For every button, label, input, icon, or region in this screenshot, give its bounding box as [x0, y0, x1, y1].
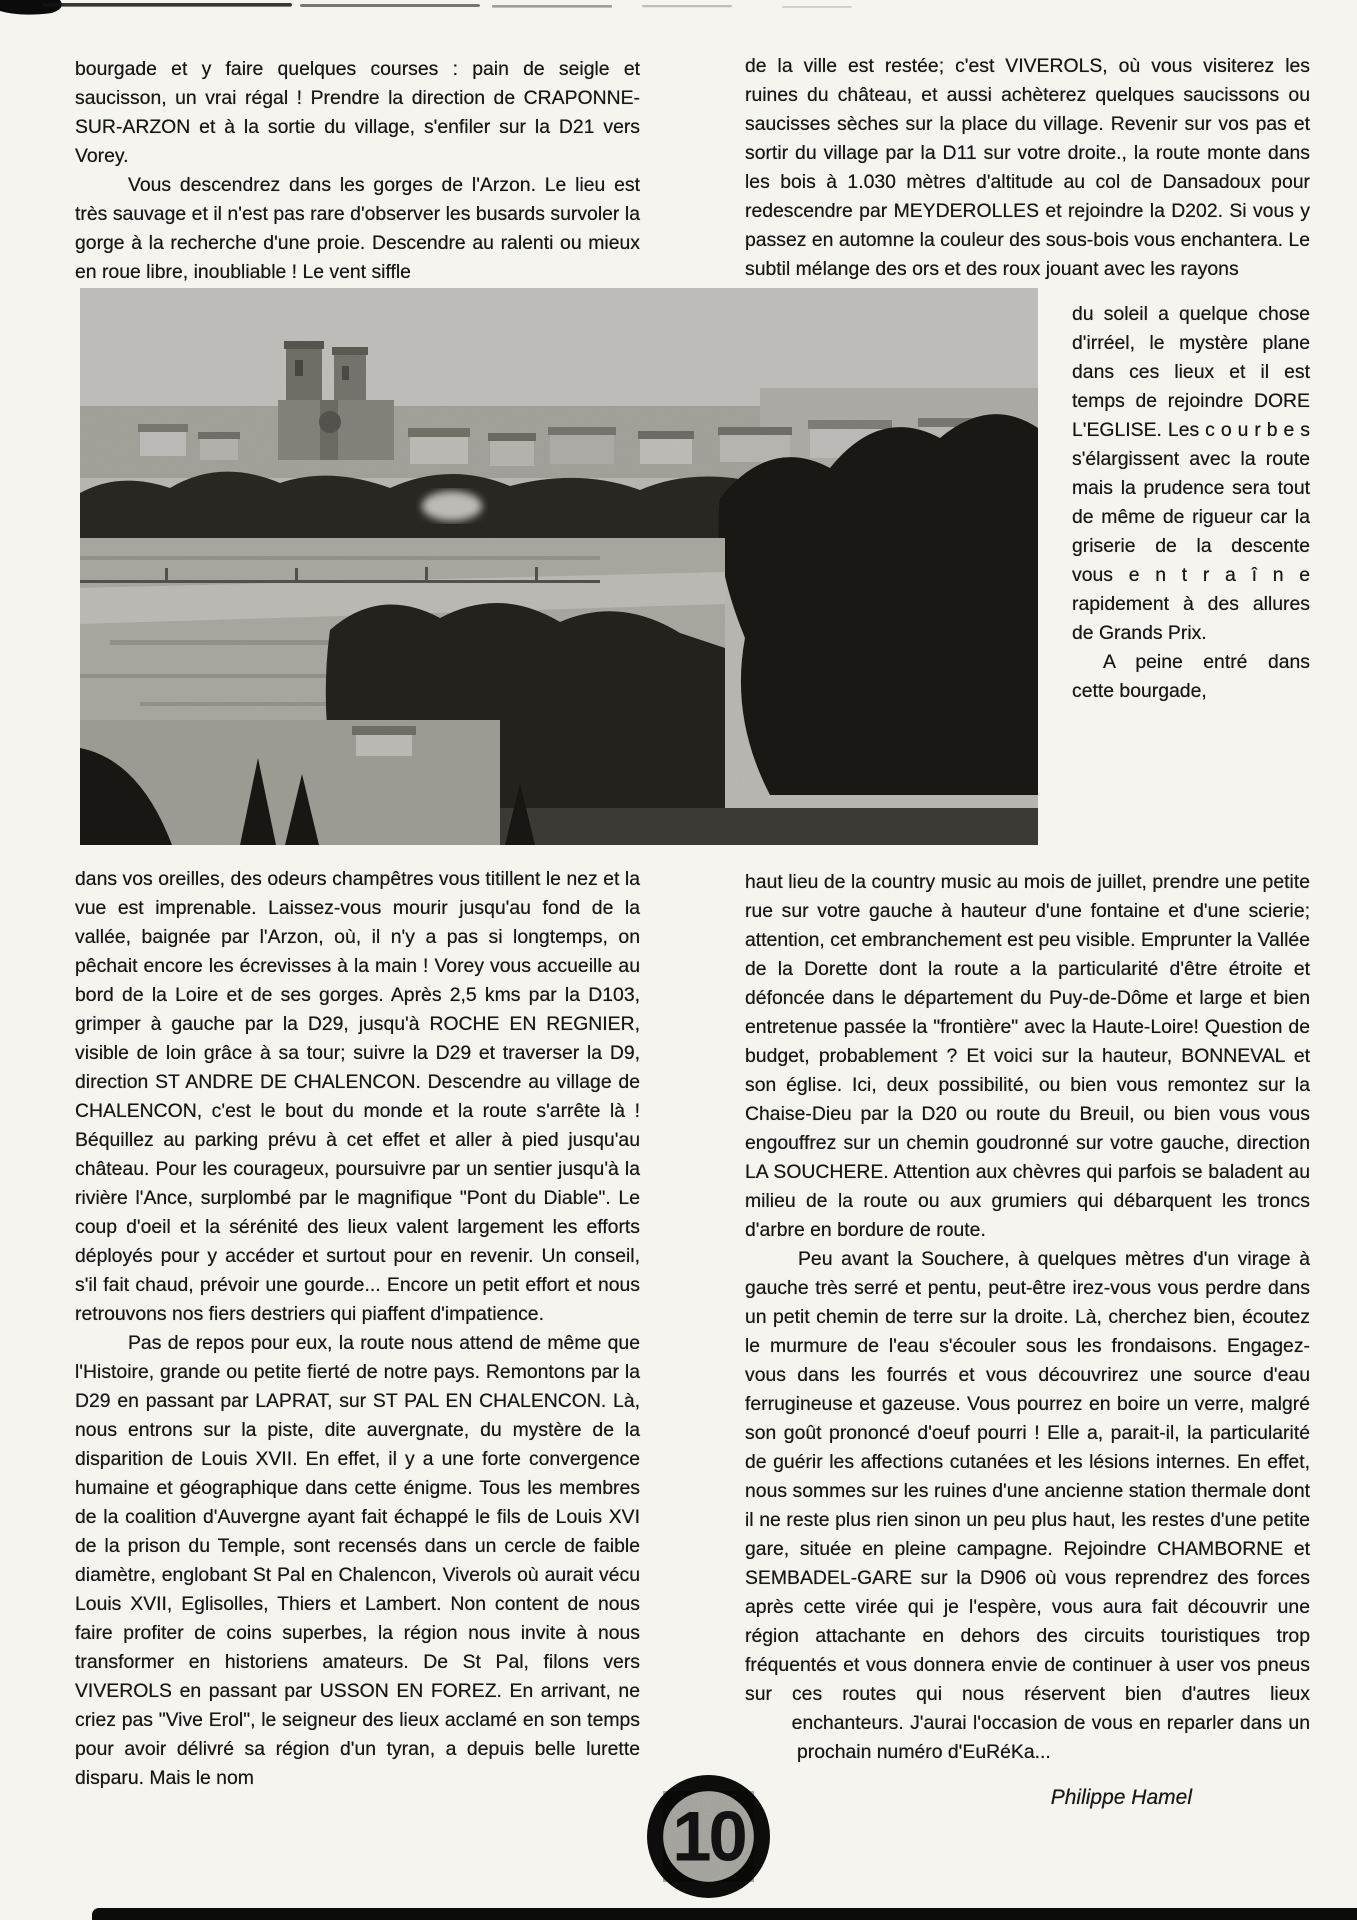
page-number-badge [645, 1773, 772, 1900]
right-column-top [745, 52, 1310, 284]
paragraph: du soleil a quelque chose d'irréel, le mystère plane dans ces lieux et il est temps de rejoindre DORE L'EGLISE. Les c o u r b e s s'élargissent avec la route mais la prudence sera tout de même de rigueur car la griserie de la descente vous e n t r a î n e rapidement à des allures de Grands Prix. [1072, 303, 1310, 644]
paragraph: haut lieu de la country music au mois de juillet, prendre une petite rue sur votre gauche à hauteur d'une fontaine et d'une scierie; attention, cet embranchement est peu visible. Emprunter la Vallée de la Dorette dont la route a la particularité d'être étroite et défoncée dans le département du Puy-de-Dôme et large et bien entretenue passée la "frontière" avec la Haute-Loire! Question de budget, probablement ? Et voici sur la hauteur, BONNEVAL et son église. Ici, deux possibilité, ou bien vous remontez sur la Chaise-Dieu par la D20 ou route du Breuil, ou bien vous vous engouffrez sur un chemin goudronné sur votre gauche, direction LA SOUCHERE. Attention aux chèvres qui parfois se baladent au milieu de la route ou aux grumiers qui débarquent les troncs d'arbre en bordure de route. [745, 871, 1310, 1241]
paragraph: bourgade et y faire quelques courses : pain de seigle et saucisson, un vrai régal ! Prendre la direction de CRAPONNE-SUR-ARZON et à la sortie du village, s'enfiler sur la D21 vers Vorey. [75, 58, 640, 167]
grain-overlay [80, 288, 1038, 845]
paragraph: dans vos oreilles, des odeurs champêtres vous titillent le nez et la vue est imprenable. Laissez-vous mourir jusqu'au fond de la vallée, baignée par l'Arzon, où, il n'y a pas si longtemps, on pêchait encore les écrevisses à la main ! Vorey vous accueille au bord de la Loire et de ses gorges. Après 2,5 kms par la D103, grimper à gauche par la D29, jusqu'à ROCHE EN REGNIER, visible de loin grâce à sa tour; suivre la D29 et traverser la D9, direction ST ANDRE DE CHALENCON. Descendre au village de CHALENCON, c'est le bout du monde et la route s'arrête là ! Béquillez au parking prévu à cet effet et aller à pied jusqu'au château. Pour les courageux, poursuivre par un sentier jusqu'à la rivière l'Ance, surplombé par le magnifique "Pont du Diable". Le coup d'oeil et la sérénité des lieux valent largement les efforts déployés pour y accéder et surtout pour en revenir. Un conseil, s'il fait chaud, prévoir une gourde... Encore un petit effort et nous retrouvons nos fiers destriers qui piaffent d'impatience. [75, 868, 640, 1325]
bottom-scan-artifact [92, 1908, 1357, 1920]
paragraph: Vous descendrez dans les gorges de l'Arzon. Le lieu est très sauvage et il n'est pas rare d'observer les busards survoler la gorge à la recherche d'une proie. Descendre au ralenti ou mieux en roue libre, inoubliable ! Le vent siffle [75, 174, 640, 283]
paragraph: A peine entré dans cette bourgade, [1072, 651, 1310, 702]
top-scan-artifact [0, 0, 940, 18]
paragraph: de la ville est restée; c'est VIVEROLS, où vous visiterez les ruines du château, et aussi achèterez quelques saucissons ou saucisses sèches sur la place du village. Revenir sur vos pas et sortir du village par la D11 sur votre droite., la route monte dans les bois à 1.030 mètres d'altitude au col de Dansadoux pour redescendre par MEYDEROLLES et rejoindre la D202. Si vous y passez en automne la couleur des sous-bois vous enchantera. Le subtil mélange des ors et des roux jouant avec les rayons [745, 55, 1310, 280]
page-number: 10 [672, 1796, 745, 1876]
paragraph: Pas de repos pour eux, la route nous attend de même que l'Histoire, grande ou petite fierté de notre pays. Remontons par la D29 en passant par LAPRAT, sur ST PAL EN CHALENCON. Là, nous entrons sur la piste, dite auvergnate, du mystère de la disparition de Louis XVII. En effet, il y a une forte convergence humaine et géographique dans cette énigme. Tous les membres de la coalition d'Auvergne ayant fait échappé le fils de Louis XVI de la prison du Temple, sont recensés dans un cercle de faible diamètre, englobant St Pal en Chalencon, Viverols où aurait vécu Louis XVII, Eglisolles, Thiers et Lambert. Non content de nous faire profiter de coins superbes, la région nous invite à nous transformer en historiens amateurs. De St Pal, filons vers VIVEROLS en passant par USSON EN FOREZ. En arrivant, ne criez pas "Vive Erol", le seigneur des lieux acclamé en son temps pour avoir délivré sa région d'un tyran, a depuis belle lurette disparu. Mais le nom [75, 1332, 640, 1789]
byline: Philippe Hamel [1050, 1786, 1192, 1809]
village-photo [80, 288, 1038, 845]
paragraph: Peu avant la Souchere, à quelques mètres d'un virage à gauche très serré et pentu, peut-être irez-vous vous perdre dans un petit chemin de terre sur la droite. Là, cherchez bien, écoutez le murmure de l'eau s'écouler sous les frondaisons. Engagez-vous dans les fourrés et vous découvrirez une source d'eau ferrugineuse et gazeuse. Vous pourrez en boire un verre, malgré son goût prononcé d'oeuf pourri ! Elle a, parait-il, la particularité de guérir les affections cutanées et les lésions internes. En effet, nous sommes sur les ruines d'une ancienne station thermale dont il ne reste plus rien sinon un peu plus haut, les restes d'une petite gare, située en pleine campagne. Rejoindre CHAMBORNE et SEMBADEL-GARE sur la D906 où vous reprendrez des forces après cette virée qui je l'espère, vous aura fait découvrir une région attachante en dehors des circuits touristiques trop fréquentés et vous donnera envie de continuer à user vos pneus sur ces routes qui nous réservent bien d'autres lieux enchanteurs. J'aurai l'occasion de vous en reparler dans un prochain numéro d'EuRéKa... [745, 1245, 1310, 1767]
right-column-bottom [745, 868, 1310, 1835]
left-column-bottom [75, 865, 640, 1793]
left-column-top [75, 55, 640, 287]
sidebar-column [1072, 300, 1310, 706]
